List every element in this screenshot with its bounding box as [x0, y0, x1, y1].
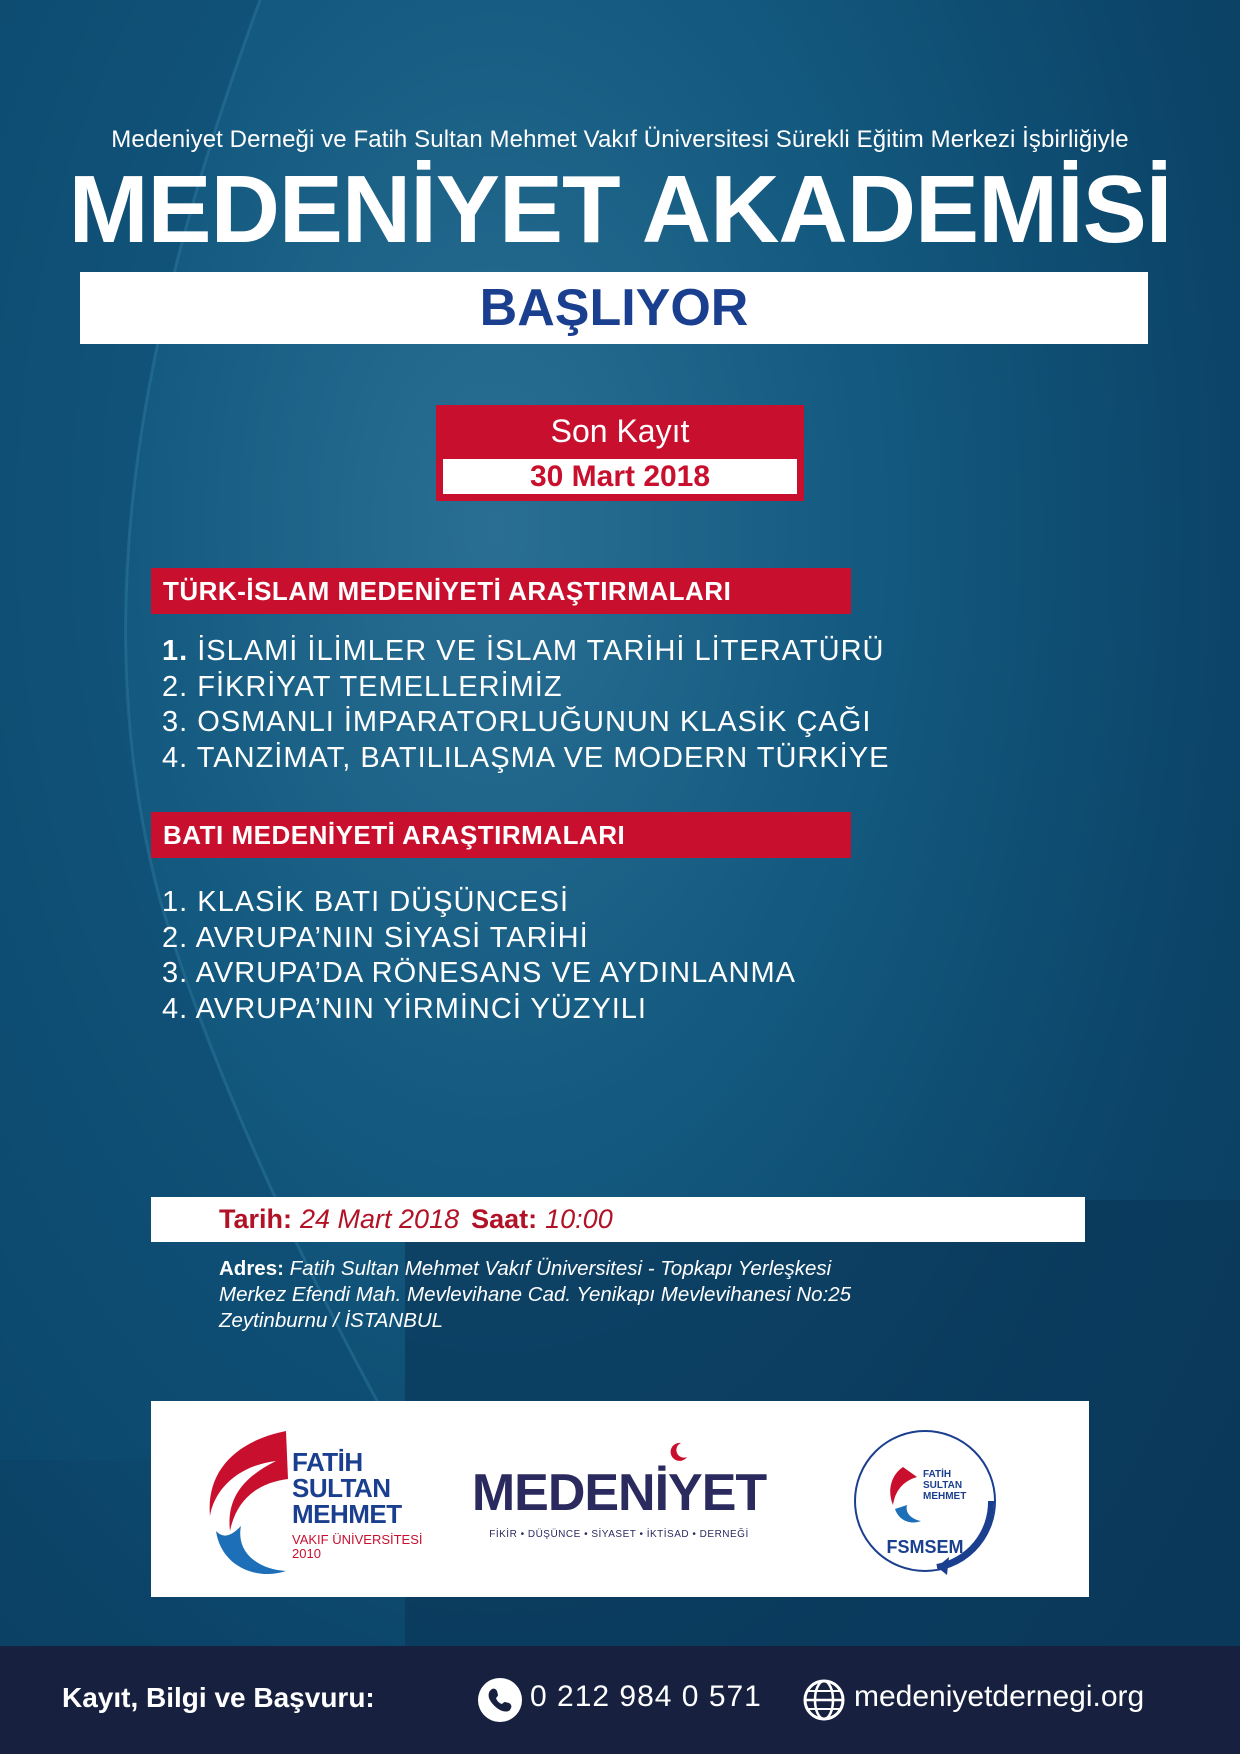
footer-website[interactable]: medeniyetdernegi.org — [854, 1680, 1145, 1713]
deadline-date-box — [443, 459, 797, 494]
event-date-bar — [151, 1197, 1085, 1242]
date-value: 24 Mart 2018 — [300, 1204, 460, 1234]
svg-text:SULTAN: SULTAN — [923, 1480, 963, 1491]
list-item-text: FİKRİYAT TEMELLERİMİZ — [197, 670, 563, 703]
svg-text:FATİH: FATİH — [923, 1469, 952, 1480]
list-item — [162, 741, 889, 777]
section2-title: BATI MEDENİYETİ ARAŞTIRMALARI — [163, 819, 626, 850]
list-item — [162, 885, 796, 921]
section2-heading — [151, 812, 851, 858]
address-line1: Fatih Sultan Mehmet Vakıf Üniversitesi - Topkapı Yerleşkesi — [289, 1257, 832, 1280]
list-item-text: TANZİMAT, BATILILAŞMA VE MODERN TÜRKİYE — [196, 741, 890, 774]
address-line3: Zeytinburnu / İSTANBUL — [219, 1309, 444, 1332]
partner-logos-panel — [151, 1401, 1089, 1597]
flame-logo-icon — [196, 1421, 296, 1581]
list-item — [162, 921, 796, 957]
fsm-university-logo — [196, 1421, 456, 1581]
section1-heading — [151, 568, 851, 614]
list-item-number: 3. — [162, 957, 189, 989]
list-item-text: AVRUPA’NIN SİYASİ TARİHİ — [195, 921, 589, 954]
header-subtitle: Medeniyet Derneği ve Fatih Sultan Mehmet Vakıf Üniversitesi Sürekli Eğitim Merkezi İşbirliğiyle — [111, 126, 1129, 153]
list-item-number: 2. — [162, 921, 189, 954]
list-item — [162, 634, 889, 670]
list-item-text: AVRUPA’NIN YİRMİNCİ YÜZYILI — [195, 992, 647, 1025]
date-label: Tarih: — [219, 1204, 292, 1234]
fsm-name-line2: SULTAN — [292, 1473, 391, 1503]
footer-phone[interactable]: 0 212 984 0 571 — [530, 1680, 762, 1713]
list-item-number: 2. — [162, 670, 189, 703]
footer-label: Kayıt, Bilgi ve Başvuru: — [62, 1682, 375, 1713]
circular-arrow-seal-icon — [841, 1417, 1009, 1585]
medeniyet-logo — [469, 1441, 769, 1561]
list-item-text: AVRUPA’DA RÖNESANS VE AYDINLANMA — [195, 957, 796, 989]
list-item-number: 1. — [162, 886, 189, 918]
globe-icon — [802, 1678, 846, 1722]
list-item-text: OSMANLI İMPARATORLUĞUNUN KLASİK ÇAĞI — [197, 706, 872, 738]
list-item-number: 1. — [162, 635, 189, 667]
deadline-date: 30 Mart 2018 — [529, 459, 711, 493]
start-banner — [80, 272, 1148, 344]
list-item-number: 4. — [162, 741, 189, 774]
list-item-text: KLASİK BATI DÜŞÜNCESİ — [197, 886, 570, 918]
page-title: MEDENİYET AKADEMİSİ — [68, 156, 1172, 263]
fsmsem-code: FSMSEM — [886, 1537, 964, 1557]
section1-title: TÜRK-İSLAM MEDENİYETİ ARAŞTIRMALARI — [163, 575, 732, 606]
fsm-name — [292, 1449, 402, 1527]
list-item-number: 3. — [162, 706, 189, 738]
event-address — [219, 1256, 1119, 1334]
time-label: Saat: — [471, 1204, 538, 1234]
medeniyet-tagline: FİKİR • DÜŞÜNCE • SİYASET • İKTİSAD • DERNEĞİ — [489, 1529, 749, 1540]
list-item — [162, 705, 889, 741]
list-item-text: İSLAMİ İLİMLER VE İSLAM TARİHİ LİTERATÜRÜ — [197, 635, 885, 667]
list-item — [162, 992, 796, 1028]
address-label: Adres: — [219, 1257, 284, 1280]
deadline-label: Son Kayıt — [550, 413, 690, 449]
start-label: BAŞLIYOR — [479, 279, 749, 337]
time-value: 10:00 — [545, 1204, 613, 1234]
phone-icon — [478, 1678, 522, 1722]
fsm-sub-line1: VAKIF ÜNİVERSİTESİ — [292, 1532, 423, 1547]
fsm-name-line1: FATİH — [292, 1447, 363, 1477]
list-item — [162, 956, 796, 992]
section2-list — [162, 885, 796, 1027]
fsmsem-logo — [841, 1417, 1009, 1585]
crescent-icon — [667, 1441, 689, 1463]
fsm-subtitle — [292, 1533, 423, 1561]
list-item-number: 4. — [162, 992, 189, 1025]
medeniyet-name: MEDENİYET — [471, 1464, 767, 1522]
svg-text:MEHMET: MEHMET — [923, 1491, 967, 1502]
fsm-sub-line2: 2010 — [292, 1546, 321, 1561]
fsm-name-line3: MEHMET — [292, 1499, 402, 1529]
footer-bar — [0, 1646, 1240, 1754]
deadline-box — [436, 405, 804, 501]
section1-list — [162, 634, 889, 776]
address-line2: Merkez Efendi Mah. Mevlevihane Cad. Yenikapı Mevlevihanesi No:25 — [219, 1283, 852, 1306]
list-item — [162, 670, 889, 706]
